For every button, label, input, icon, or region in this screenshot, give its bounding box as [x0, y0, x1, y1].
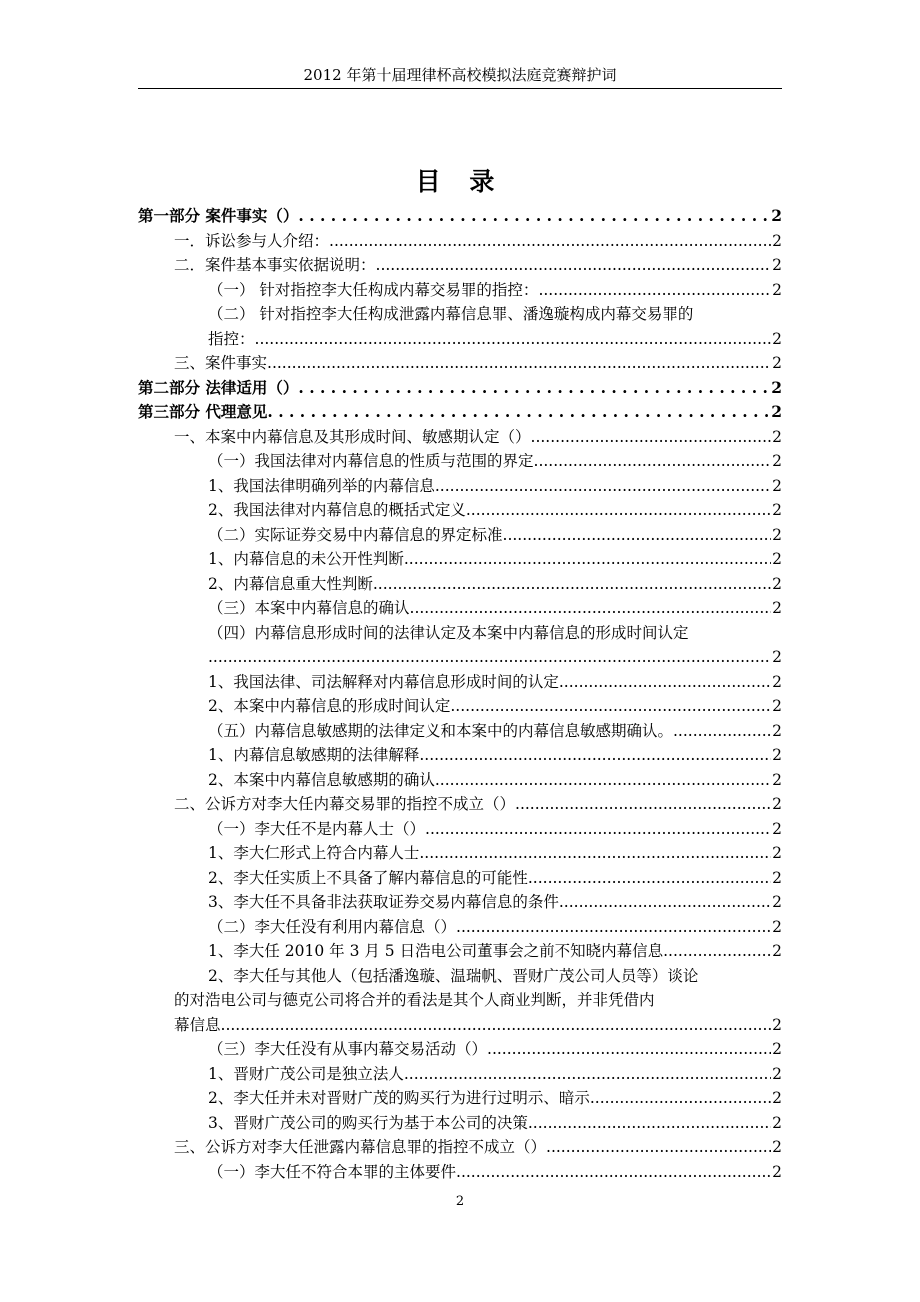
toc-leader-dots	[329, 229, 771, 254]
toc-entry-text: （一）李大任不符合本罪的主体要件	[208, 1162, 457, 1181]
toc-entry-text: 2、李大任并未对晋财广茂的购买行为进行过明示、暗示	[208, 1089, 590, 1107]
toc-entry-text: 二、公诉方对李大任内幕交易罪的指控不成立（）	[174, 795, 516, 813]
toc-entry-text: 二．案件基本事实依据说明：	[174, 256, 376, 274]
toc-entry[interactable]	[138, 253, 782, 278]
toc-entry-page: 2	[772, 672, 782, 691]
toc-entry-text: 2、李大任与其他人（包括潘逸璇、温瑞帆、晋财广茂公司人员等）谈论	[208, 966, 699, 985]
toc-entry[interactable]	[138, 474, 782, 499]
toc-entry[interactable]	[138, 792, 782, 817]
toc-leader-dots	[590, 1086, 771, 1111]
toc-entry[interactable]	[138, 817, 782, 842]
toc-entry[interactable]	[138, 1013, 782, 1038]
toc-entry[interactable]	[138, 743, 782, 768]
toc-leader-dots	[559, 890, 771, 915]
toc-entry-text: 指控：	[208, 329, 255, 348]
toc-entry-text: 2、本案中内幕信息敏感期的确认	[208, 770, 435, 789]
toc-entry-text: （三）本案中内幕信息的确认	[208, 599, 410, 617]
toc-leader-dots	[546, 1135, 771, 1160]
toc-entry-text: 的对浩电公司与德克公司将合并的看法是其个人商业判断，并非凭借内	[174, 991, 655, 1009]
header-rule	[138, 88, 782, 89]
toc-entry-text: 1、我国法律明确列举的内幕信息	[208, 476, 435, 495]
toc-entry-text: 一．诉讼参与人介绍：	[174, 231, 330, 250]
toc-entry-page: 2	[772, 354, 782, 372]
toc-entry-page: 2	[772, 868, 782, 887]
toc-leader-dots	[528, 1111, 771, 1136]
toc-entry-text: 第一部分 案件事实（）	[138, 206, 299, 225]
toc-entry[interactable]	[138, 572, 782, 597]
toc-leader-dots	[456, 1160, 771, 1185]
toc-leader-dots	[404, 547, 771, 572]
toc-entry-text: （一）我国法律对内幕信息的性质与范围的界定	[208, 452, 534, 470]
toc-entry-page: 2	[772, 427, 782, 446]
toc-leader-dots	[487, 1037, 771, 1062]
toc-leader-dots	[456, 915, 771, 940]
toc-entry[interactable]	[138, 376, 782, 401]
toc-entry-text: （二）实际证券交易中内幕信息的界定标准	[208, 525, 503, 544]
toc-entry-page: 2	[772, 844, 782, 862]
toc-entry-text: 三、公诉方对李大任泄露内幕信息罪的指控不成立（）	[174, 1138, 547, 1156]
toc-entry-page: 2	[772, 525, 782, 544]
toc-entry[interactable]	[138, 351, 782, 376]
toc-entry[interactable]	[138, 645, 782, 670]
toc-leader-dots	[683, 719, 771, 744]
toc-leader-dots	[528, 866, 771, 891]
toc-entry-text: 1、晋财广茂公司是独立法人	[208, 1064, 404, 1083]
toc-entry-page: 2	[772, 1162, 782, 1181]
toc-entry-text: （四）内幕信息形成时间的法律认定及本案中内幕信息的形成时间认定	[208, 623, 689, 642]
toc-leader-dots	[298, 376, 770, 401]
toc-leader-dots	[663, 939, 771, 964]
toc-leader-dots	[221, 1013, 772, 1038]
toc-entry-text: 1、李大仁形式上符合内幕人士	[208, 844, 420, 862]
toc-entry[interactable]	[138, 400, 782, 425]
toc-entry-text: 第二部分 法律适用（）	[138, 377, 299, 397]
toc-entry-text: （一）李大任不是内幕人士（）	[208, 819, 426, 838]
toc-leader-dots	[425, 817, 771, 842]
toc-entry[interactable]	[138, 1111, 782, 1136]
toc-entry[interactable]	[138, 498, 782, 523]
toc-entry-text: 1、李大任 2010 年 3 月 5 日浩电公司董事会之前不知晓内幕信息	[208, 942, 664, 960]
toc-leader-dots	[373, 572, 771, 597]
toc-entry-page: 2	[772, 329, 782, 348]
toc-entry[interactable]	[138, 1062, 782, 1087]
toc-entry-page: 2	[772, 280, 782, 299]
toc-entry[interactable]	[138, 719, 782, 744]
toc-entry[interactable]	[138, 670, 782, 695]
toc-entry[interactable]	[138, 1037, 782, 1062]
toc-entry-text: 2、李大任实质上不具备了解内幕信息的可能性	[208, 868, 528, 887]
toc-entry-text: （二）李大任没有利用内幕信息（）	[208, 917, 457, 936]
toc-entry[interactable]	[138, 866, 782, 891]
toc-entry[interactable]	[138, 1135, 782, 1160]
table-of-contents	[138, 204, 782, 1184]
toc-entry-page: 2	[772, 476, 782, 495]
toc-entry[interactable]	[138, 915, 782, 940]
toc-entry-page: 2	[772, 1015, 782, 1034]
toc-entry-text: 第三部分 代理意见	[138, 402, 268, 421]
toc-leader-dots	[404, 1062, 771, 1087]
toc-title: 目 录	[415, 167, 505, 196]
toc-entry[interactable]	[138, 278, 782, 303]
toc-entry-page: 2	[772, 599, 782, 617]
toc-entry-text: 1、内幕信息敏感期的法律解释	[208, 746, 420, 764]
toc-entry-page: 2	[772, 574, 782, 593]
toc-entry-text: 2、本案中内幕信息的形成时间认定	[208, 697, 451, 715]
toc-entry[interactable]	[138, 229, 782, 254]
toc-entry[interactable]	[138, 449, 782, 474]
toc-entry-page: 2	[772, 1113, 782, 1132]
toc-entry-page: 2	[771, 377, 782, 397]
toc-entry[interactable]	[138, 596, 782, 621]
toc-entry-text: （三）李大任没有从事内幕交易活动（）	[208, 1040, 488, 1058]
toc-entry-text: 一、本案中内幕信息及其形成时间、敏感期认定（）	[174, 427, 531, 446]
toc-leader-dots	[419, 743, 771, 768]
toc-entry[interactable]	[138, 204, 782, 229]
toc-entry-page: 2	[772, 550, 782, 568]
toc-entry-page: 2	[772, 697, 782, 715]
toc-entry-page: 2	[772, 1138, 782, 1156]
toc-entry[interactable]	[138, 523, 782, 548]
toc-entry-page: 2	[772, 1064, 782, 1083]
toc-entry[interactable]	[138, 1160, 782, 1185]
toc-entry-text: （五）内幕信息敏感期的法律定义和本案中的内幕信息敏感期确认。..	[208, 721, 683, 740]
toc-leader-dots	[419, 841, 771, 866]
toc-entry-page: 2	[772, 501, 782, 519]
toc-leader-dots	[267, 400, 770, 425]
toc-entry-page: 2	[771, 402, 782, 421]
toc-entry[interactable]	[138, 939, 782, 964]
toc-entry[interactable]	[138, 694, 782, 719]
toc-entry[interactable]	[138, 425, 782, 450]
toc-leader-dots	[503, 523, 772, 548]
toc-entry[interactable]	[138, 890, 782, 915]
toc-leader-dots	[534, 449, 772, 474]
toc-leader-dots	[267, 351, 771, 376]
toc-entry-text: 1、内幕信息的未公开性判断	[208, 550, 404, 568]
toc-leader-dots	[298, 204, 770, 229]
toc-entry-text: 3、李大任不具备非法获取证券交易内幕信息的条件	[208, 893, 559, 911]
toc-entry-page: 2	[772, 746, 782, 764]
toc-leader-dots	[435, 768, 771, 793]
toc-entry-text: 3、晋财广茂公司的购买行为基于本公司的决策	[208, 1113, 528, 1132]
toc-leader-dots	[255, 327, 772, 352]
toc-entry-page: 2	[772, 917, 782, 936]
toc-entry[interactable]	[138, 547, 782, 572]
toc-entry[interactable]	[138, 841, 782, 866]
running-header: 2012 年第十届理律杯高校模拟法庭竞赛辩护词	[303, 66, 617, 84]
toc-leader-dots	[450, 694, 771, 719]
toc-entry-page: 2	[772, 231, 782, 250]
toc-entry-page: 2	[772, 256, 782, 274]
toc-entry-text: 三、案件事实	[174, 354, 268, 372]
toc-entry-page: 2	[772, 452, 782, 470]
toc-entry-text: 2、内幕信息重大性判断	[208, 574, 373, 593]
toc-leader-dots	[538, 278, 771, 303]
toc-leader-dots	[376, 253, 772, 278]
toc-entry-page: 2	[772, 1089, 782, 1107]
toc-leader-dots	[435, 474, 771, 499]
toc-entry-text: 2、我国法律对内幕信息的概括式定义	[208, 501, 466, 519]
toc-entry-page: 2	[772, 942, 782, 960]
toc-entry-text: 1、我国法律、司法解释对内幕信息形成时间的认定	[208, 672, 559, 691]
toc-entry-text: （二） 针对指控李大任构成泄露内幕信息罪、潘逸璇构成内幕交易罪的	[208, 305, 694, 323]
toc-leader-dots	[466, 498, 771, 523]
toc-entry-page: 2	[772, 819, 782, 838]
page-number: 2	[455, 1194, 465, 1209]
toc-leader-dots	[208, 645, 771, 670]
toc-entry-text: 幕信息	[174, 1015, 221, 1034]
toc-entry-page: 2	[772, 893, 782, 911]
toc-entry-page: 2	[772, 795, 782, 813]
toc-entry-page: 2	[772, 1040, 782, 1058]
toc-entry[interactable]	[138, 327, 782, 352]
toc-entry[interactable]	[138, 768, 782, 793]
toc-entry-page: 2	[772, 721, 782, 740]
toc-leader-dots	[531, 425, 772, 450]
toc-entry[interactable]	[138, 1086, 782, 1111]
toc-leader-dots	[559, 670, 771, 695]
toc-leader-dots	[410, 596, 772, 621]
toc-leader-dots	[515, 792, 771, 817]
toc-entry-page: 2	[772, 770, 782, 789]
toc-entry-page: 2	[772, 648, 782, 666]
toc-entry-text: （一） 针对指控李大任构成内幕交易罪的指控：	[208, 280, 539, 299]
toc-entry-page: 2	[771, 206, 782, 225]
